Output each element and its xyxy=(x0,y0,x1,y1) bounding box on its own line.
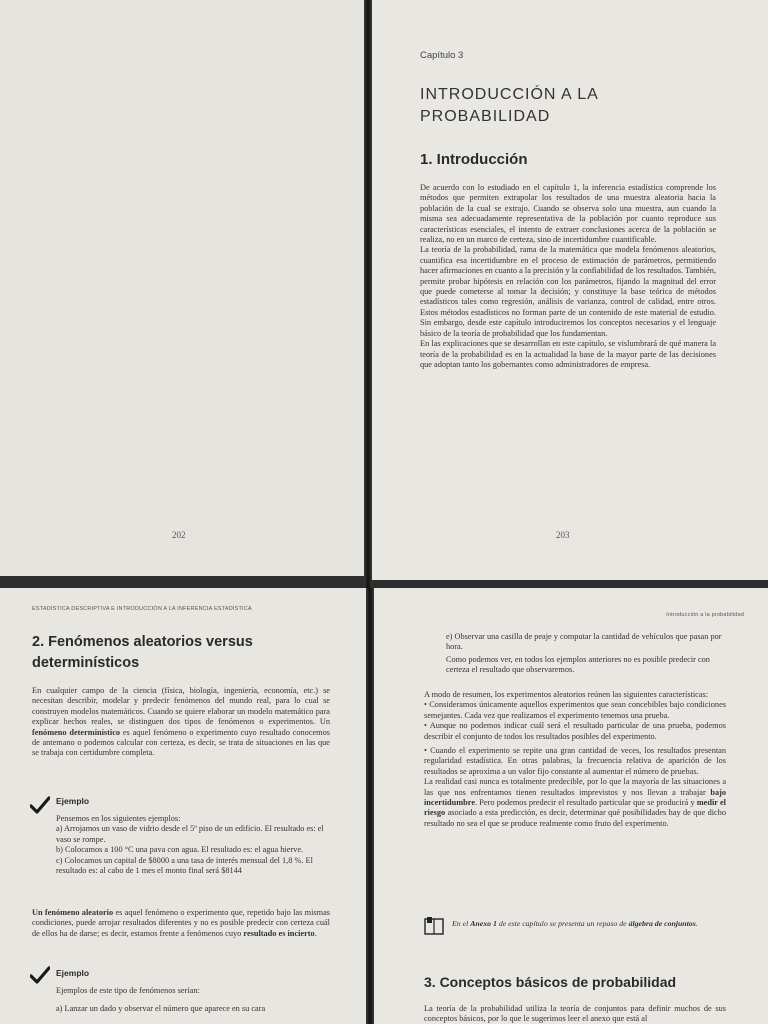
paragraph: La teoría de la probabilidad, rama de la matemática que modela fenómenos aleatorios, cuantifica esa incertidumbre en el proceso de estimación de parámetros, permitiendo hacer afirmaciones en cuanto a la precisión y la confiabilidad de los resultados. También, permite probar hipótesis en relación con los parámetros, fijando la magnitud del error que puede cometerse al tomar la decisión; y constituye la base teórica de métodos estadísticos tales como regresión, análisis de varianza, control de calidad, entre otros. Estos métodos estadísticos no forman parte de un contenido de este material de estudio. Sin embargo, desde este capítulo introduciremos los conceptos necesarios y el lenguaje básico de la teoría de probabilidad que los fundamentan. xyxy=(420,245,716,338)
book-note-icon xyxy=(424,916,444,936)
book-gutter xyxy=(366,588,374,1024)
reality-paragraph xyxy=(424,777,726,829)
summary-block xyxy=(424,690,726,829)
example2-intro: Ejemplos de este tipo de fenómenos serían: xyxy=(56,986,200,995)
note-annex: Anexo 1 xyxy=(470,919,497,928)
intro-text-end: es aquel fenómeno o experimento cuyo resultado conocemos de antemano o podemos calcular con certeza, es decir, se trata de situaciones en las que se trabaja con certidumbre completa. xyxy=(32,727,331,758)
reality-text: La realidad casi nunca es totalmente predecible, por lo que la mayoría de las situaciones a las que nos enfrentamos tienen resultados imprevistos y nos llevan a trabajar xyxy=(424,777,726,797)
bullet-item: • Aunque no podemos indicar cuál será el resultado particular de una prueba, podemos describir el conjunto de todos los resultados posibles del experimento. xyxy=(424,721,726,741)
bullet-text: Consideramos únicamente aquellos experimentos que sean concebibles bajo condiciones semejantes. Cada vez que realizamos el experimento tenemos una prueba. xyxy=(424,700,726,720)
bullet-text: Aunque no podemos indicar cuál será el resultado particular de una prueba, podemos describir el conjunto de todos los resultados posibles del experimento. xyxy=(424,721,726,741)
note-text: En el xyxy=(452,919,469,928)
section-heading-line2: determinísticos xyxy=(32,655,140,671)
reality-text-end: asociado a esta predicción, es decir, determinar qué posibilidades hay de que dicho resultado no sea el que se produce realmente como fruto del experimento. xyxy=(424,808,727,828)
bullet-text: Cuando el experimento se repite una gran cantidad de veces, los resultados presentan regularidad estadística. En otras palabras, la frecuencia relativa de aparición de los resultados se aproxima a un valor fijo constante al aumentar el número de pruebas. xyxy=(424,746,726,776)
section3-heading: 3. Conceptos básicos de probabilidad xyxy=(424,974,677,990)
term-result: resultado es incierto xyxy=(243,928,315,938)
example-list xyxy=(56,814,330,876)
chapter-title-line2: PROBABILIDAD xyxy=(420,108,551,125)
page-205 xyxy=(372,588,768,1024)
note-end: . xyxy=(695,919,698,928)
page-202 xyxy=(0,0,366,576)
page-number: 202 xyxy=(172,530,186,540)
bullet-item: • Cuando el experimento se repite una gran cantidad de veces, los resultados presentan regularidad estadística. En otras palabras, la frecuencia relativa de aparición de los resultados se aproxima a un valor fijo constante al aumentar el número de pruebas. xyxy=(424,746,726,776)
chapter-title-line1: INTRODUCCIÓN A LA xyxy=(420,86,599,103)
note-text-mid: de este capítulo se presenta un repaso de xyxy=(498,919,627,928)
book-gutter xyxy=(364,0,372,588)
page-number: 203 xyxy=(556,530,570,540)
example-label: Ejemplo xyxy=(56,968,90,978)
section3-text: La teoría de la probabilidad utiliza la teoría de conjuntos para definir muchos de sus conceptos básicos, por lo que le sugerimos leer el anexo que está al xyxy=(424,1004,726,1024)
example-label: Ejemplo xyxy=(56,796,90,806)
term-deterministic: fenómeno determinístico xyxy=(32,727,121,737)
term-uncertainty: bajo incertidumbre xyxy=(424,787,727,808)
section-heading-line1: 2. Fenómenos aleatorios versus xyxy=(32,634,253,650)
bullet-item: • Consideramos únicamente aquellos experimentos que sean concebibles bajo condiciones semejantes. Cada vez que realizamos el experimento tenemos una prueba. xyxy=(424,700,726,720)
checkmark-icon xyxy=(30,966,50,984)
chapter-title xyxy=(420,84,720,128)
term-random: Un fenómeno aleatorio xyxy=(32,908,114,917)
example-item: b) Colocamos a 100 °C una pava con agua. El resultado es: el agua hierve. xyxy=(56,845,304,855)
example-item: a) Arrojamos un vaso de vidrio desde el 5º piso de un edificio. El resultado es: el vaso se rompe. xyxy=(56,824,324,844)
example2-list xyxy=(56,986,330,1015)
paragraph: De acuerdo con lo estudiado en el capítulo 1, la inferencia estadística comprende los métodos que permiten extrapolar los resultados de una muestra aleatoria hacia la población de la cual se extrajo. Cuando se observa solo una muestra, aun cuando la misma sea adecuadamente representativa de la población por cuanto reproduce sus características esenciales, el intento de extraer conclusiones acerca de la población se realiza, no en un marco de certeza, sino de incertidumbre cuantificable. xyxy=(420,183,716,245)
running-head: ESTADÍSTICA DESCRIPTIVA E INTRODUCCIÓN A LA INFERENCIA ESTADÍSTICA xyxy=(32,606,252,612)
example-item: c) Colocamos un capital de $8000 a una tasa de interés mensual del 1,8 %. El resultado es: al cabo de 1 mes el monto final será $8144 xyxy=(56,855,313,876)
random-paragraph: Un fenómeno aleatorio es aquel fenómeno o experimento que, repetido bajo las mismas condiciones, puede arrojar resultados diferentes y no es posible predecir con certeza cuál de ellos ha de darse; es decir, estamos frente a fenómenos cuyo resultado es incierto. xyxy=(32,908,330,938)
random-text: es aquel fenómeno o experimento que, repetido bajo las mismas condiciones, puede arrojar resultados diferentes y no es posible predecir con certeza cuál de ellos ha de darse; es decir, estamos frente a fenómenos cuyo xyxy=(32,908,330,938)
checkmark-icon xyxy=(30,796,50,814)
summary-intro: A modo de resumen, los experimentos aleatorios reúnen las siguientes características: xyxy=(424,690,709,699)
intro-paragraph xyxy=(32,686,330,759)
example2-item: a) Lanzar un dado y observar el número que aparece en su cara xyxy=(56,1004,266,1014)
running-head: Introducción a la probabilidad xyxy=(666,612,744,618)
intro-text xyxy=(420,183,716,370)
item-e xyxy=(446,632,728,676)
intro-text: En cualquier campo de la ciencia (física, biología, ingeniería, economía, etc.) se necesitan describir, modelar y predecir fenómenos del mundo real, para lo cual se construyen modelos matemáticos. Cuando se quiere elaborar un modelo matemático para explicar hechos reales, se distinguen dos tipos de fenómenos o experimentos. Un xyxy=(32,686,330,727)
chapter-label: Capítulo 3 xyxy=(420,50,464,61)
section-heading xyxy=(32,632,253,674)
note-term: álgebra de conjuntos xyxy=(628,919,696,928)
section-heading: 1. Introducción xyxy=(420,151,528,168)
paragraph: En las explicaciones que se desarrollan en este capítulo, se vislumbrará de qué manera la teoría de la probabilidad es en la actualidad la base de la mayor parte de las decisiones que adoptan tanto los gobernantes como administradores de empresa. xyxy=(420,339,716,369)
term-risk: medir el riesgo xyxy=(424,798,726,818)
page-203 xyxy=(370,0,768,580)
reality-text-mid: . Pero podemos predecir el resultado particular que se producirá y xyxy=(475,798,695,808)
page-204 xyxy=(0,588,368,1024)
item-e-note: Como podemos ver, en todos los ejemplos anteriores no es posible predecir con certeza el resultado que observaremos. xyxy=(446,654,710,675)
item-e-text: e) Observar una casilla de peaje y computar la cantidad de vehículos que pasan por hora. xyxy=(446,632,722,652)
example-intro: Pensemos en los siguientes ejemplos: xyxy=(56,814,181,823)
annex-note xyxy=(452,919,726,929)
